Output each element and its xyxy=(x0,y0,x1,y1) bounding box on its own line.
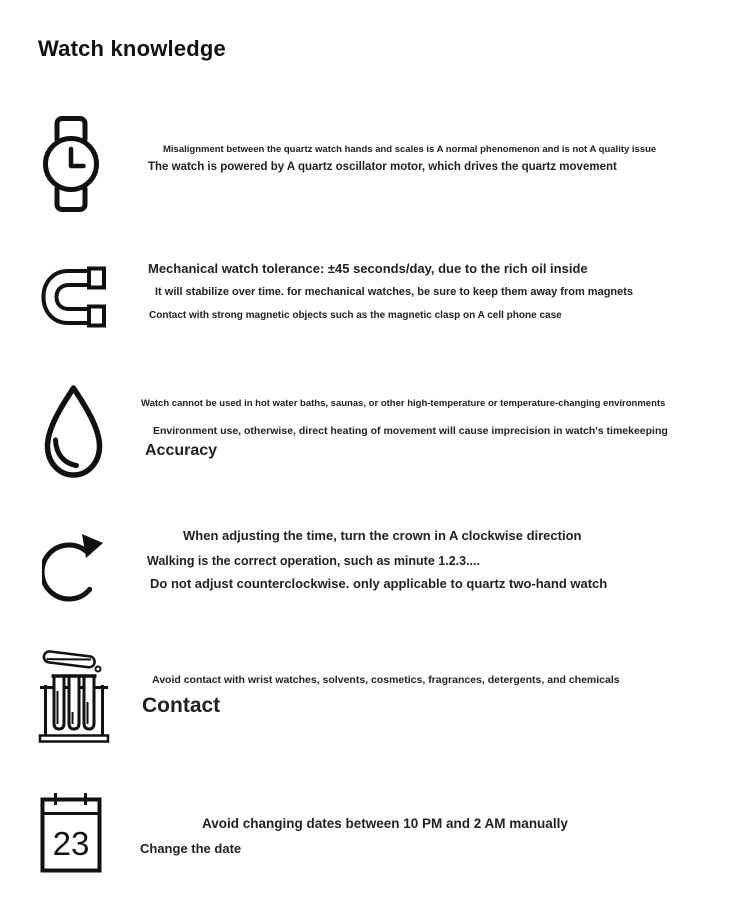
avoid-date-change-line: Avoid changing dates between 10 PM and 2 AM manually xyxy=(202,816,568,831)
magnet-icon xyxy=(41,266,107,328)
watch-icon xyxy=(42,116,100,212)
calendar-day-label: 23 xyxy=(52,825,90,862)
page-title: Watch knowledge xyxy=(38,36,226,61)
hot-water-line: Watch cannot be used in hot water baths, saunas, or other high-temperature or temperature-changing environments xyxy=(141,398,666,409)
environment-line: Environment use, otherwise, direct heating of movement will cause imprecision in watch's timekeeping xyxy=(153,425,668,437)
calendar-icon xyxy=(40,792,103,875)
quartz-movement-line: The watch is powered by A quartz oscillator motor, which drives the quartz movement xyxy=(148,161,617,173)
tolerance-line: Mechanical watch tolerance: ±45 seconds/day, due to the rich oil inside xyxy=(148,261,588,276)
walking-line: Walking is the correct operation, such as minute 1.2.3.... xyxy=(147,554,480,568)
water-drop-icon xyxy=(40,383,107,480)
counterclockwise-line: Do not adjust counterclockwise. only applicable to quartz two-hand watch xyxy=(150,576,608,591)
change-date-heading: Change the date xyxy=(140,841,242,856)
clockwise-line: When adjusting the time, turn the crown in A clockwise direction xyxy=(183,528,582,543)
quartz-note-line: Misalignment between the quartz watch hands and scales is A normal phenomenon and is not A quality issue xyxy=(163,144,657,155)
chemicals-line: Avoid contact with wrist watches, solvents, cosmetics, fragrances, detergents, and chemicals xyxy=(152,674,620,686)
magnetic-contact-line: Contact with strong magnetic objects such as the magnetic clasp on A cell phone case xyxy=(149,310,562,321)
test-tubes-icon xyxy=(38,646,110,743)
accuracy-heading: Accuracy xyxy=(145,442,218,459)
clockwise-arrow-icon xyxy=(42,526,106,608)
contact-heading: Contact xyxy=(142,694,221,717)
stabilize-line: It will stabilize over time. for mechanical watches, be sure to keep them away from magnets xyxy=(155,286,634,298)
